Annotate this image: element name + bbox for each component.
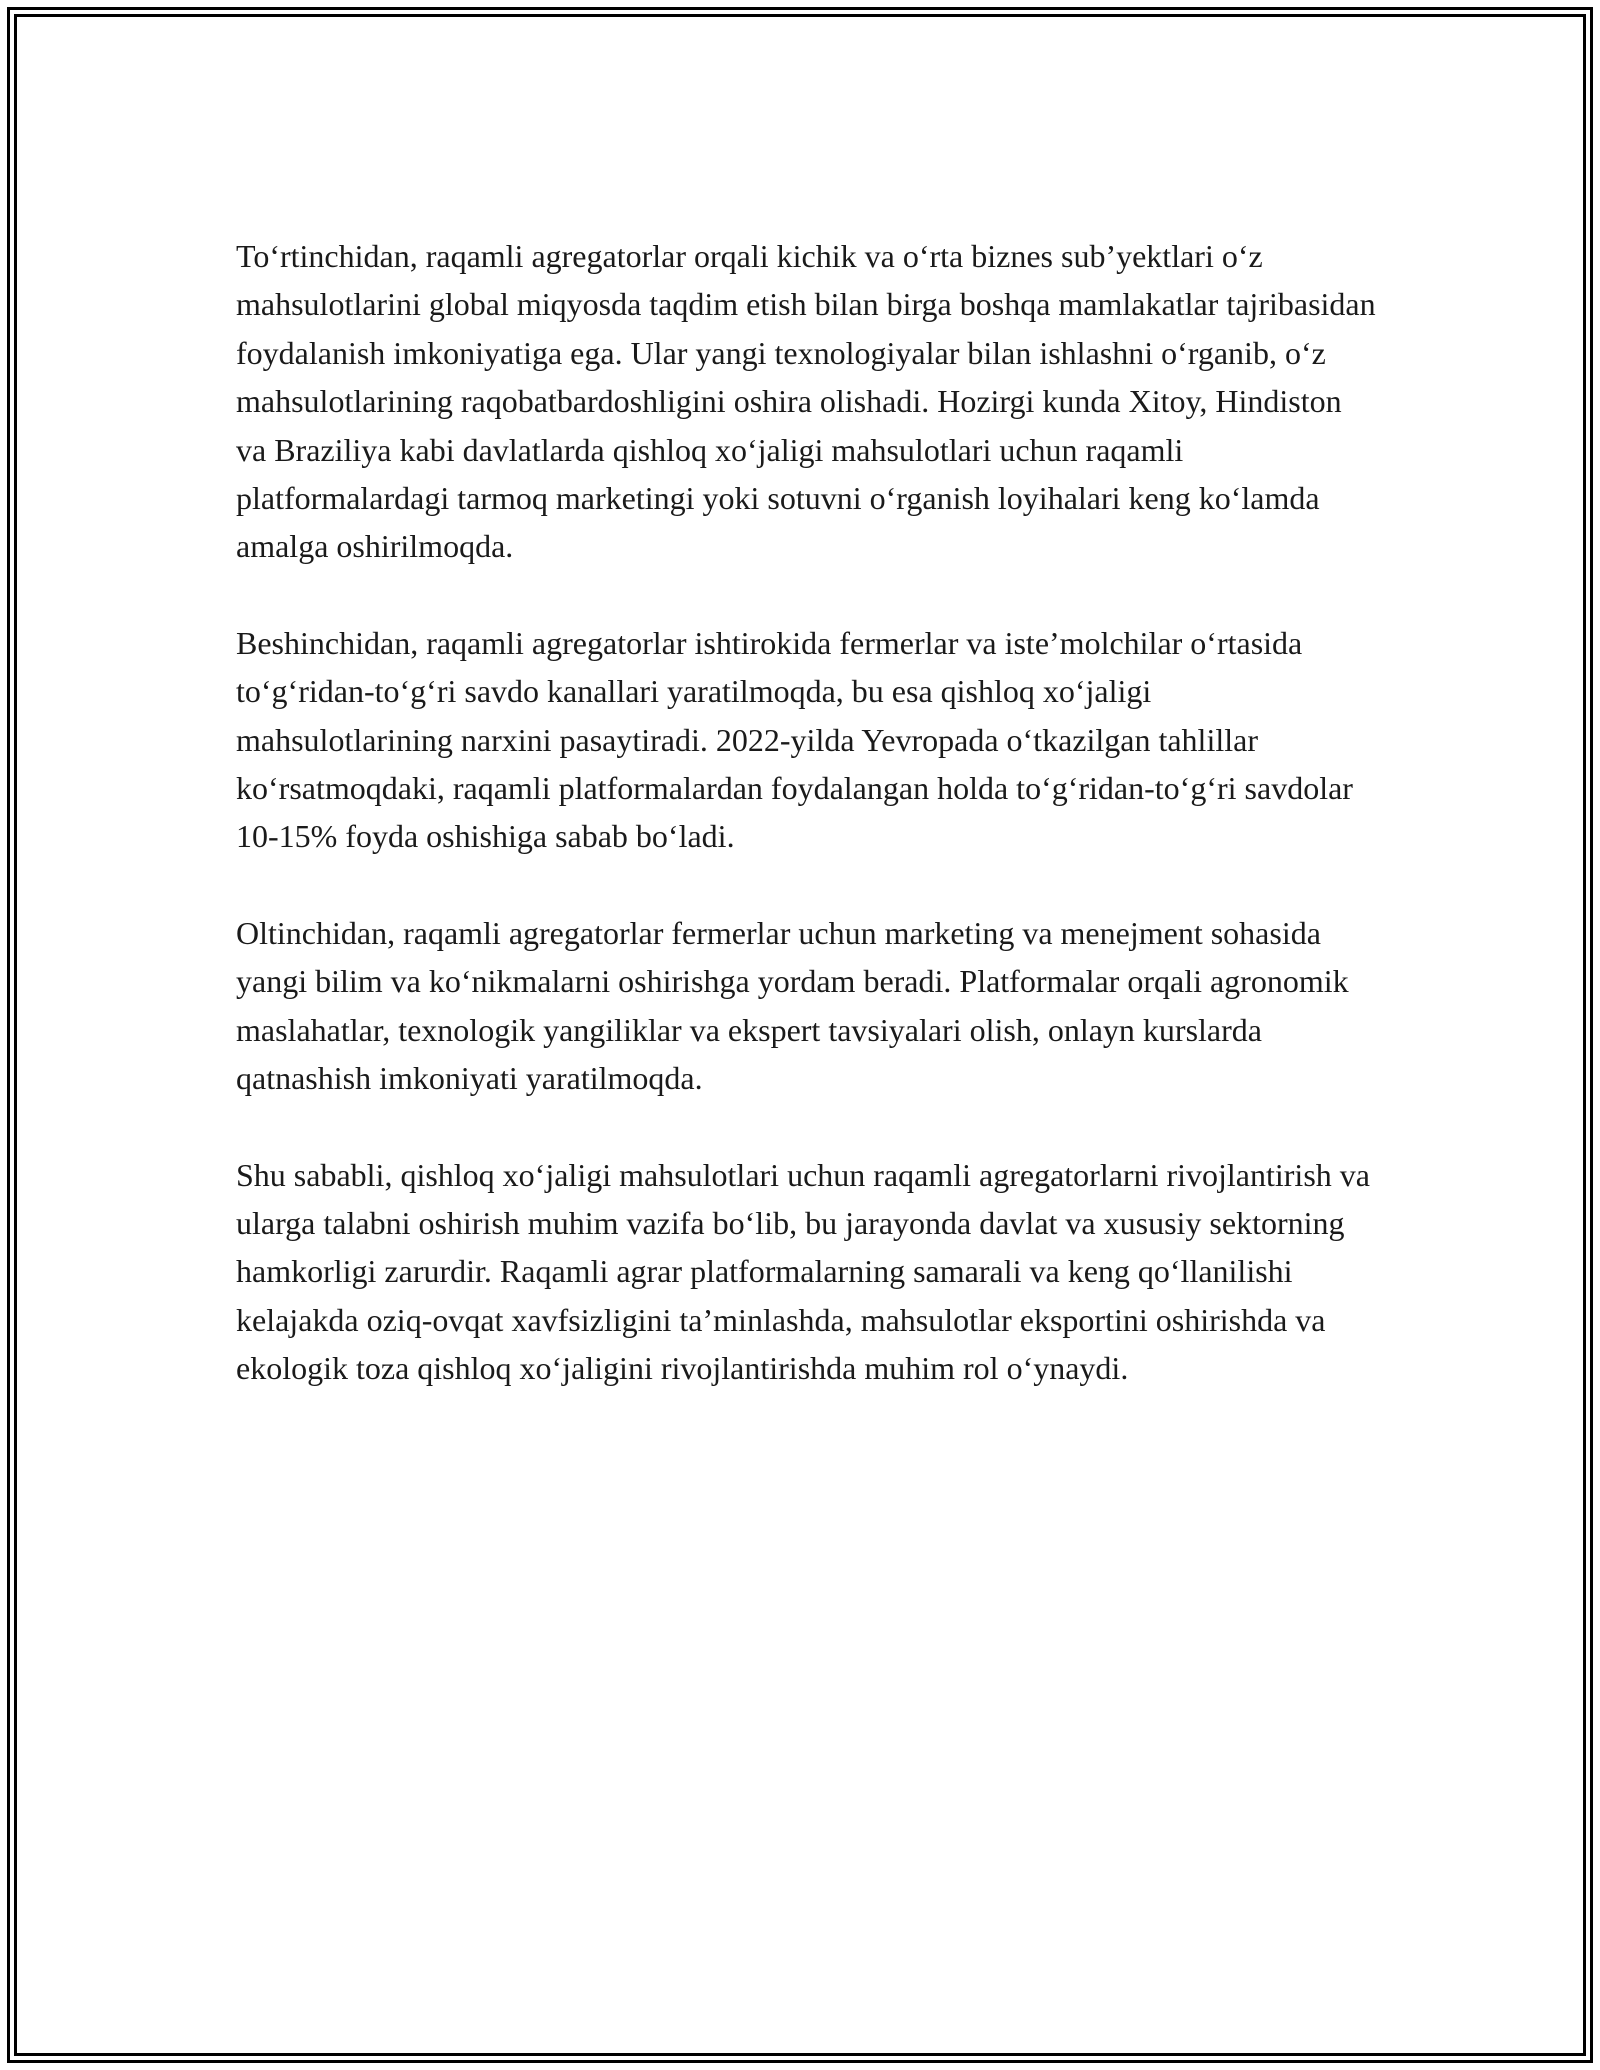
paragraph-sixth: Oltinchidan, raqamli agregatorlar fermerlar uchun marketing va menejment sohasida yangi bilim va ko‘nikmalarni oshirishga yordam beradi. Platformalar orqali agronomik maslahatlar, texnologik yangiliklar va ekspert tavsiyalari olish, onlayn kurslarda qatnashish imkoniyati yaratilmoqda.	[236, 914, 1349, 1097]
paragraph-conclusion: Shu sababli, qishloq xo‘jaligi mahsulotlari uchun raqamli agregatorlarni rivojlantirish va ularga talabni oshirish muhim vazifa bo‘lib, bu jarayonda davlat va xususiy sektorning hamkorligi zarurdir. Raqamli agrar platformalarning samarali va keng qo‘llanilishi kelajakda oziq-ovqat xavfsizligini ta’minlashda, mahsulotlar eksportini oshirishda va ekologik toza qishloq xo‘jaligini rivojlantirishda muhim rol o‘ynaydi.	[236, 1156, 1370, 1387]
document-body	[236, 232, 1376, 1441]
paragraph-fifth: Beshinchidan, raqamli agregatorlar ishtirokida fermerlar va iste’molchilar o‘rtasida to‘g‘ridan-to‘g‘ri savdo kanallari yaratilmoqda, bu esa qishloq xo‘jaligi mahsulotlarining narxini pasaytiradi. 2022-yilda Yevropada o‘tkazilgan tahlillar ko‘rsatmoqdaki, raqamli platformalardan foydalangan holda to‘g‘ridan-to‘g‘ri savdolar 10-15% foyda oshishiga sabab bo‘ladi.	[236, 624, 1353, 855]
paragraph-fourth: To‘rtinchidan, raqamli agregatorlar orqali kichik va o‘rta biznes sub’yektlari o‘z mahsulotlarini global miqyosda taqdim etish bilan birga boshqa mamlakatlar tajribasidan foydalanish imkoniyatiga ega. Ular yangi texnologiyalar bilan ishlashni o‘rganib, o‘z mahsulotlarining raqobatbardoshligini oshira olishadi. Hozirgi kunda Xitoy, Hindiston va Braziliya kabi davlatlarda qishloq xo‘jaligi mahsulotlari uchun raqamli platformalardagi tarmoq marketingi yoki sotuvni o‘rganish loyihalari keng ko‘lamda amalga oshirilmoqda.	[236, 238, 1376, 565]
